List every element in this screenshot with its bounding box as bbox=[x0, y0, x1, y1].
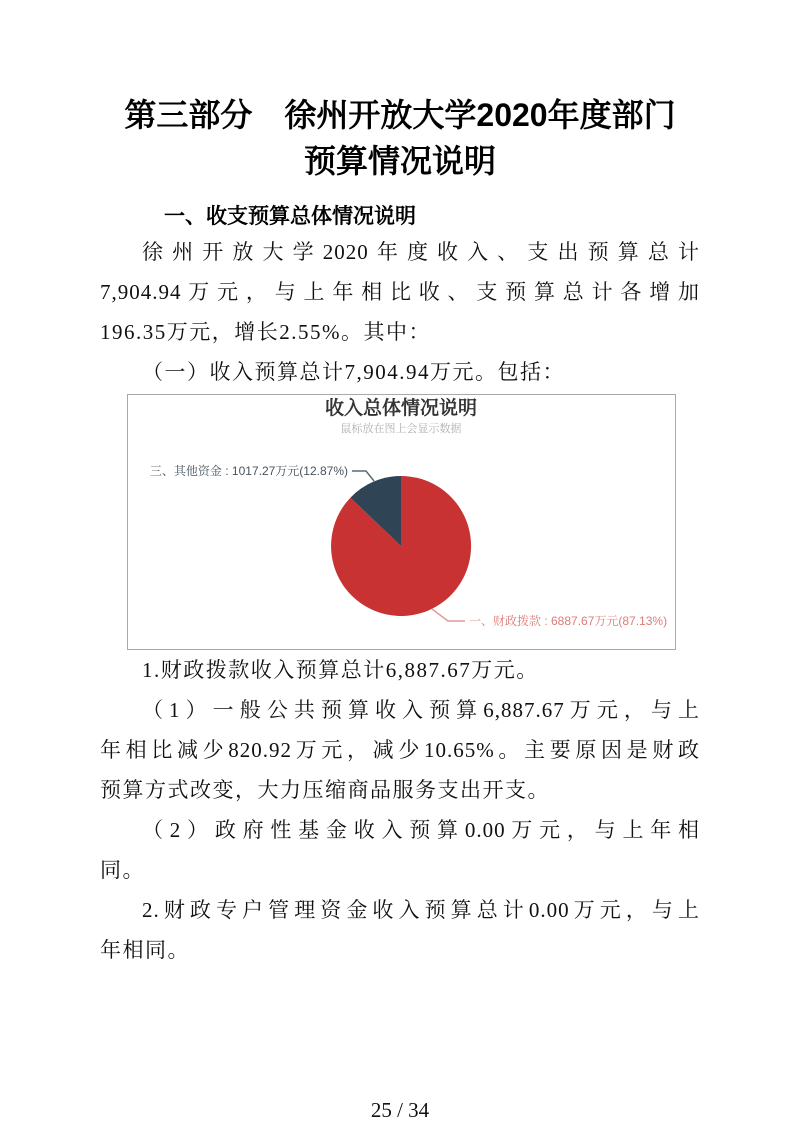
section-heading: 一、收支预算总体情况说明 bbox=[164, 205, 416, 228]
slice-label-other-funds: 三、其他资金 : 1017.27万元(12.87%) bbox=[149, 464, 348, 478]
document-page bbox=[100, 0, 700, 970]
paragraph-line: 同。 bbox=[100, 858, 145, 882]
paragraph-line: 7,904.94万元，与上年相比收、支预算总计各增加 bbox=[100, 280, 700, 304]
income-overview-chart bbox=[127, 394, 676, 650]
paragraph-line: 1.财政拨款收入预算总计6,887.67万元。 bbox=[142, 658, 539, 682]
paragraph-line: 年相同。 bbox=[100, 938, 190, 962]
page-title-line-1: 第三部分 徐州开放大学2020年度部门 bbox=[124, 97, 676, 133]
label-leader-line-fiscal-appropriation bbox=[432, 609, 465, 621]
page-number: 25 / 34 bbox=[370, 1098, 430, 1122]
pie-chart-svg bbox=[128, 395, 675, 649]
page-title-line-2: 预算情况说明 bbox=[303, 143, 496, 179]
paragraph-line: 2.财政专户管理资金收入预算总计0.00万元，与上 bbox=[142, 898, 700, 922]
paragraph-line: 196.35万元，增长2.55%。其中： bbox=[100, 320, 431, 344]
paragraph-line: （1）一般公共预算收入预算6,887.67万元，与上 bbox=[142, 698, 700, 722]
paragraph-line: （2）政府性基金收入预算0.00万元，与上年相 bbox=[142, 818, 700, 842]
slice-label-fiscal-appropriation: 一、财政拨款 : 6887.67万元(87.13%) bbox=[469, 614, 668, 628]
chart-title: 收入总体情况说明 bbox=[324, 398, 478, 419]
label-leader-line-other-funds bbox=[352, 471, 374, 481]
chart-subtitle: 鼠标放在图上会显示数据 bbox=[340, 423, 462, 435]
paragraph-line: （一）收入预算总计7,904.94万元。包括： bbox=[142, 360, 565, 384]
page-title bbox=[100, 92, 700, 184]
paragraph-line: 年相比减少820.92万元，减少10.65%。主要原因是财政 bbox=[100, 738, 700, 762]
paragraph-line: 预算方式改变，大力压缩商品服务支出开支。 bbox=[100, 778, 550, 802]
paragraph-line: 徐州开放大学2020年度收入、支出预算总计 bbox=[142, 240, 700, 264]
